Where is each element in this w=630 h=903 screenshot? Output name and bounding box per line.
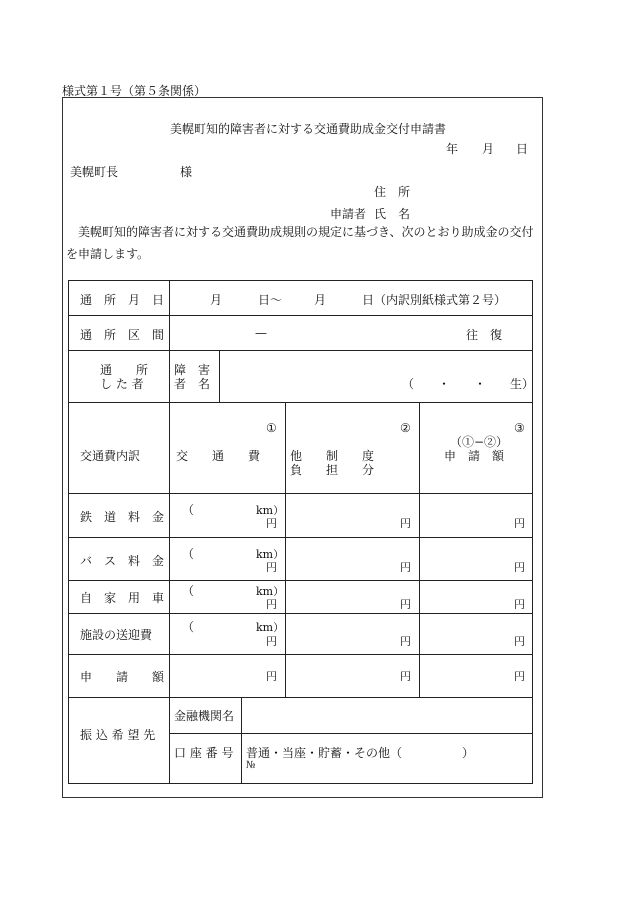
yen-col3: 円 bbox=[514, 561, 525, 574]
col3-label-line2: 申 請 額 bbox=[444, 449, 505, 463]
date-year: 年 bbox=[446, 142, 459, 156]
apply-yen-col1: 円 bbox=[266, 670, 277, 683]
item-km: km） bbox=[256, 621, 285, 634]
addressee-name: 美幌町長 bbox=[70, 165, 119, 179]
yen-col1: 円 bbox=[266, 561, 277, 574]
applicant-label: 申請者 bbox=[330, 207, 367, 221]
item-km: km） bbox=[256, 548, 285, 561]
visit-section-label: 通 所 区 間 bbox=[80, 328, 165, 342]
account-types: 普通・当座・貯蓄・その他（ ） bbox=[246, 746, 475, 760]
col3-number: ③ bbox=[514, 421, 525, 435]
item-open-paren: （ bbox=[182, 584, 195, 598]
yen-col2: 円 bbox=[400, 517, 411, 530]
yen-col3: 円 bbox=[514, 635, 525, 648]
item-label: 施設の送迎費 bbox=[80, 628, 153, 642]
item-open-paren: （ bbox=[182, 620, 195, 634]
application-table bbox=[68, 280, 533, 784]
apply-amount-label: 申 請 額 bbox=[80, 670, 165, 684]
person-sub-line2: 者 名 bbox=[174, 377, 211, 391]
name-label: 氏 名 bbox=[374, 207, 411, 221]
yen-col1: 円 bbox=[266, 517, 277, 530]
yen-col2: 円 bbox=[400, 598, 411, 611]
col3-label-line1: （①−②） bbox=[450, 435, 509, 449]
round-trip-label: 往 復 bbox=[466, 328, 503, 342]
date-month: 月 bbox=[482, 142, 495, 156]
addressee-honorific: 様 bbox=[180, 165, 193, 179]
visit-day-end: 日 bbox=[362, 293, 375, 307]
apply-yen-col3: 円 bbox=[514, 670, 525, 683]
item-label: 自 家 用 車 bbox=[80, 591, 165, 605]
visit-month-end: 月 bbox=[314, 293, 327, 307]
col1-number: ① bbox=[266, 421, 277, 435]
date-day: 日 bbox=[516, 142, 529, 156]
yen-col1: 円 bbox=[266, 598, 277, 611]
item-label: 鉄 道 料 金 bbox=[80, 510, 165, 524]
visit-date-label: 通 所 月 日 bbox=[80, 293, 165, 307]
item-label: バ ス 料 金 bbox=[80, 554, 165, 568]
person-label-line1: 通 所 bbox=[100, 363, 149, 377]
item-km: km） bbox=[256, 504, 285, 517]
breakdown-label: 交通費内訳 bbox=[80, 449, 141, 463]
yen-col3: 円 bbox=[514, 598, 525, 611]
form-title: 美幌町知的障害者に対する交通費助成金交付申請書 bbox=[170, 122, 447, 136]
col2-label-line2: 負 担 分 bbox=[290, 463, 375, 477]
col2-number: ② bbox=[400, 421, 411, 435]
form-number: 様式第１号（第５条関係） bbox=[62, 84, 207, 98]
visit-section-dash: — bbox=[255, 326, 267, 340]
person-sub-line1: 障 害 bbox=[174, 363, 211, 377]
bank-name-label: 金融機関名 bbox=[174, 709, 235, 723]
account-no-label: № bbox=[246, 760, 256, 771]
apply-yen-col2: 円 bbox=[400, 670, 411, 683]
account-number-label: 口 座 番 号 bbox=[174, 746, 234, 760]
address-label: 住 所 bbox=[374, 185, 411, 199]
visit-date-note: （内訳別紙様式第２号） bbox=[374, 293, 507, 307]
visit-month-start: 月 bbox=[210, 293, 223, 307]
birth-date-field: （ ・ ・ 生） bbox=[402, 377, 535, 391]
yen-col2: 円 bbox=[400, 635, 411, 648]
item-open-paren: （ bbox=[182, 503, 195, 517]
visit-day-start: 日〜 bbox=[258, 293, 283, 307]
yen-col3: 円 bbox=[514, 517, 525, 530]
body-paragraph: 美幌町知的障害者に対する交通費助成規則の規定に基づき、次のとおり助成金の交付を申請します。 bbox=[66, 225, 534, 261]
col2-label-line1: 他 制 度 bbox=[290, 449, 375, 463]
yen-col1: 円 bbox=[266, 635, 277, 648]
person-label-line2: し た 者 bbox=[100, 377, 144, 391]
yen-col2: 円 bbox=[400, 561, 411, 574]
transfer-label: 振 込 希 望 先 bbox=[80, 728, 156, 742]
item-km: km） bbox=[256, 585, 285, 598]
item-open-paren: （ bbox=[182, 547, 195, 561]
col1-label: 交 通 費 bbox=[176, 449, 261, 463]
